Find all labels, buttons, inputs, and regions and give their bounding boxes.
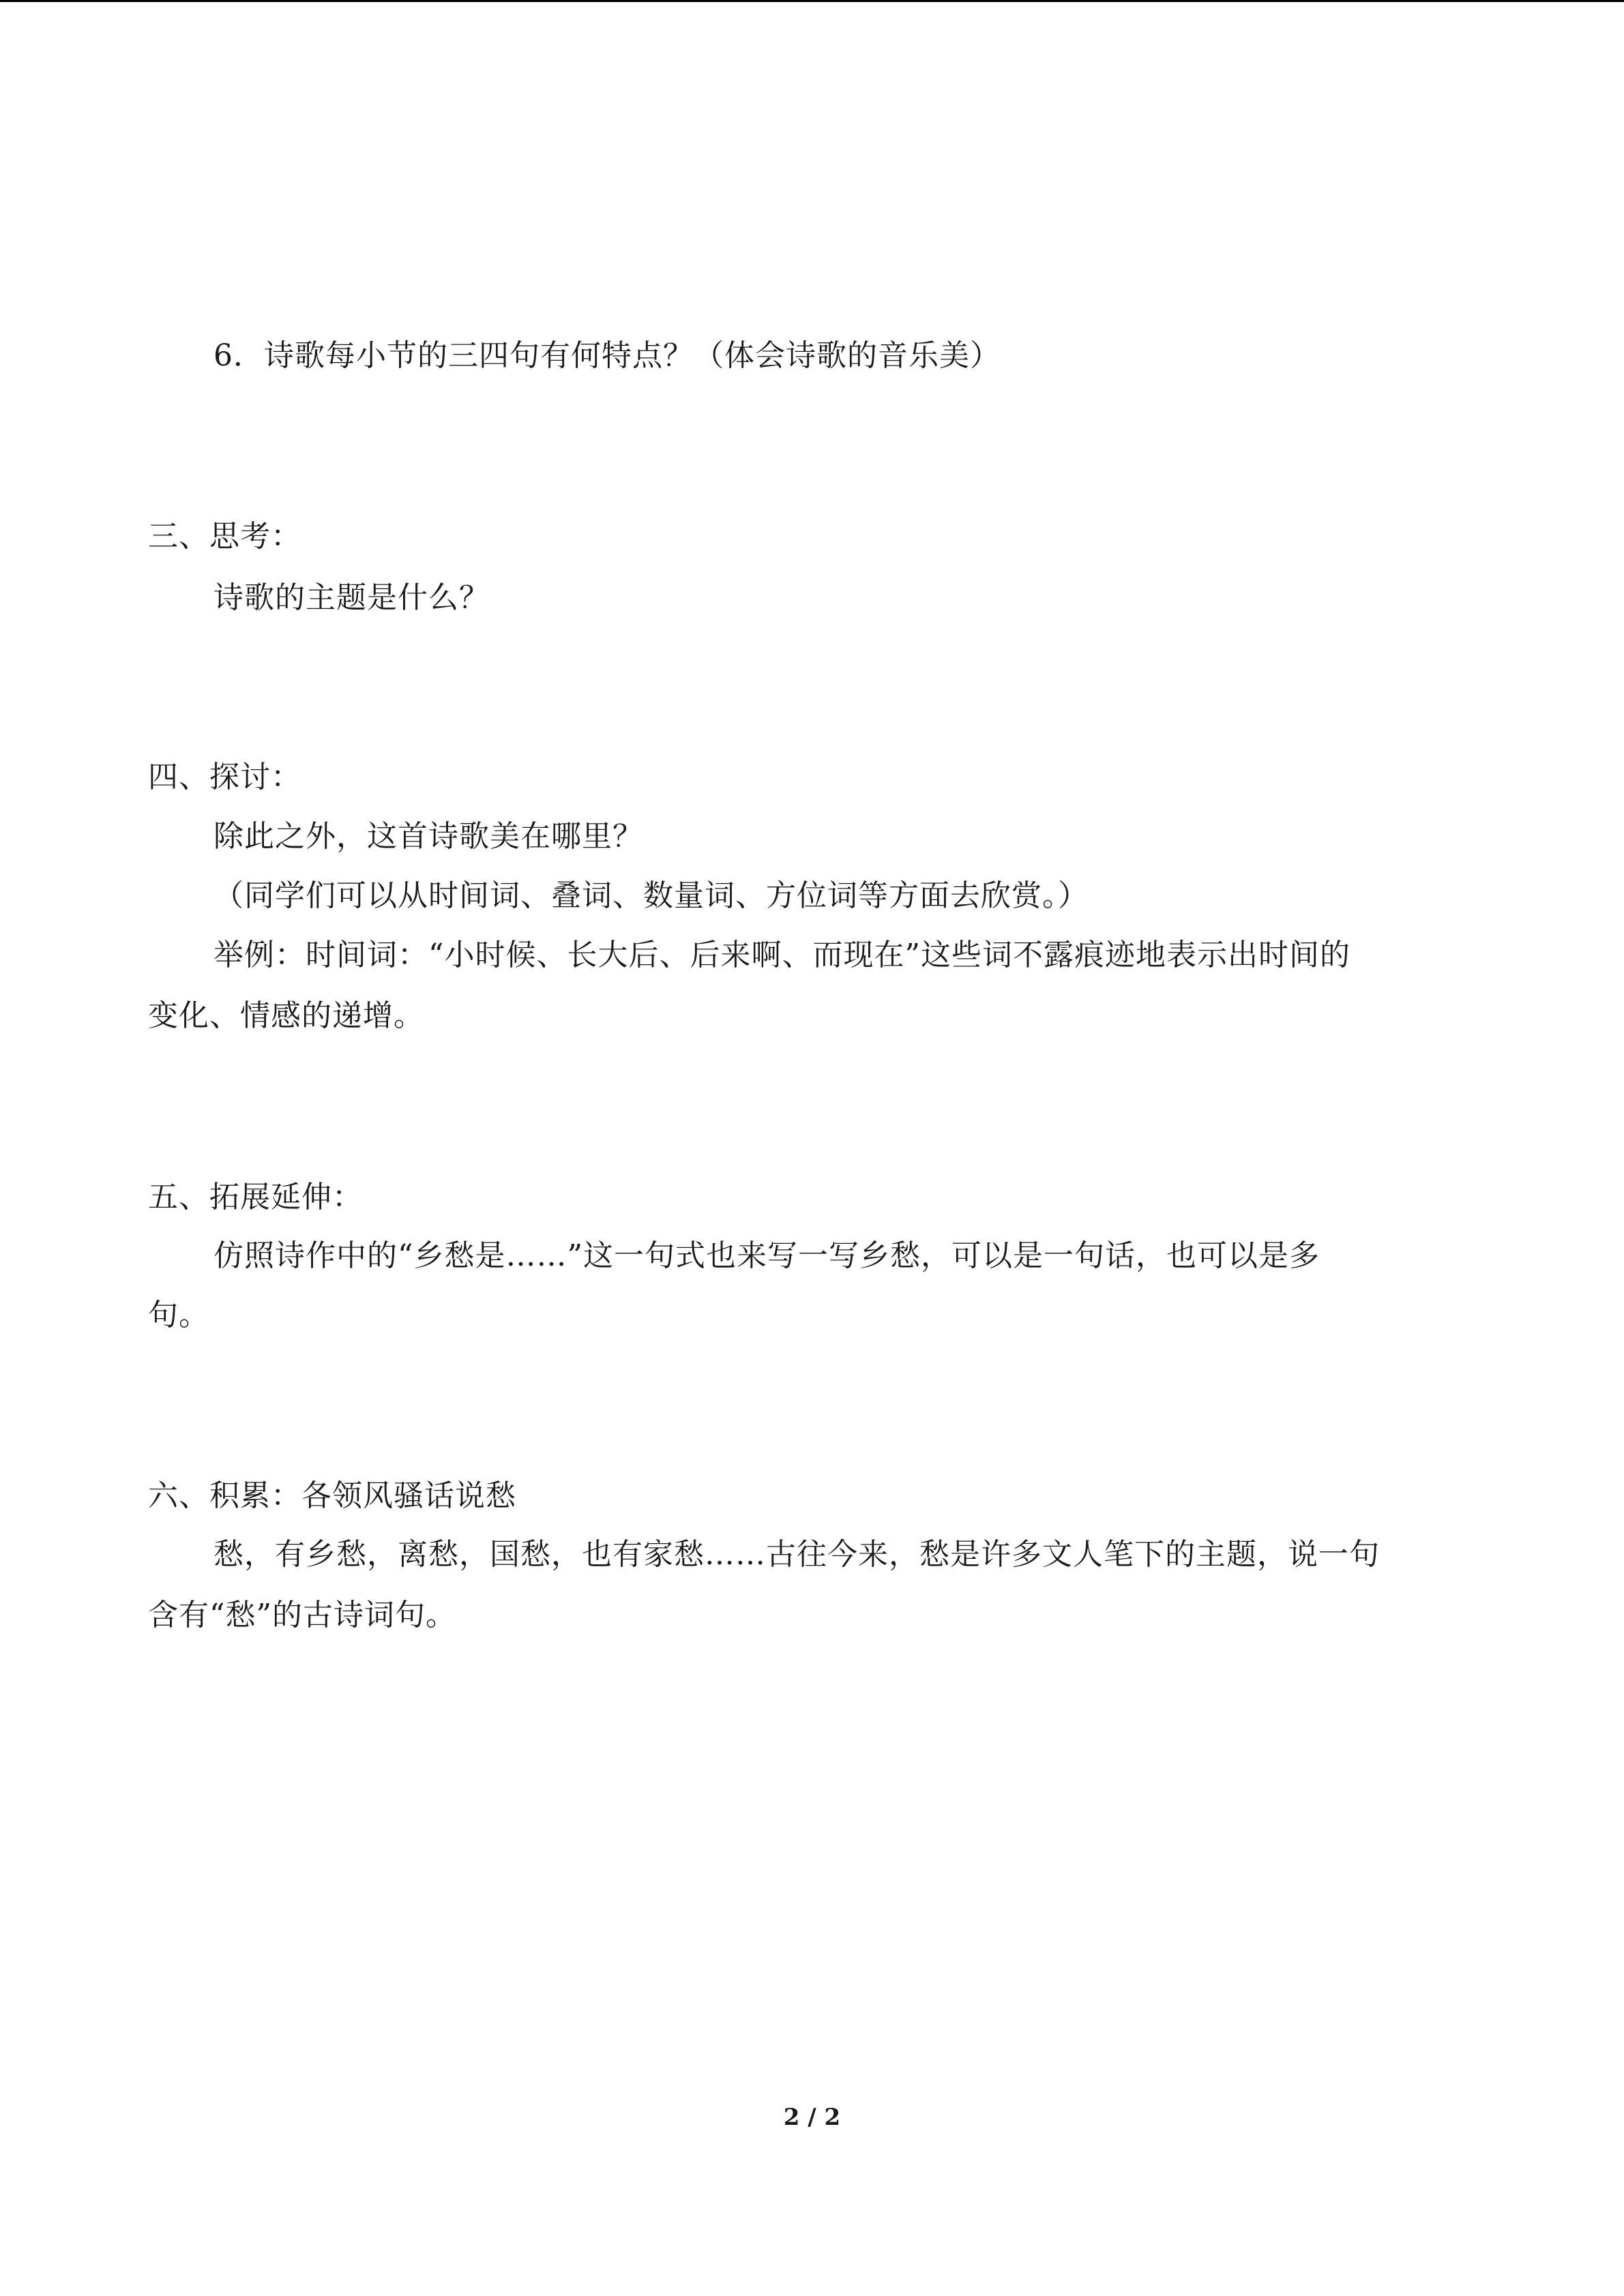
section-5-line-2: 句。 xyxy=(148,1298,209,1332)
section-4-line-4: 变化、情感的递增。 xyxy=(148,998,424,1033)
question-6: 6．诗歌每小节的三四句有何特点？（体会诗歌的音乐美） xyxy=(213,338,1001,373)
section-6-line-1: 愁，有乡愁，离愁，国愁，也有家愁……古往今来，愁是许多文人笔下的主题，说一句 xyxy=(213,1537,1380,1572)
section-3-line-1: 诗歌的主题是什么？ xyxy=(213,580,490,615)
section-4-heading: 四、探讨： xyxy=(148,760,301,794)
section-6-line-2: 含有“愁”的古诗词句。 xyxy=(148,1598,456,1632)
section-3-heading: 三、思考： xyxy=(148,519,301,554)
page-top-border xyxy=(0,0,1624,2)
section-4-line-1: 除此之外，这首诗歌美在哪里？ xyxy=(213,819,643,854)
section-5-heading: 五、拓展延伸： xyxy=(148,1180,363,1214)
section-6-heading: 六、积累：各领风骚话说愁 xyxy=(148,1478,516,1513)
page-number: 2 / 2 xyxy=(783,2104,841,2131)
section-5-line-1: 仿照诗作中的“乡愁是……”这一句式也来写一写乡愁，可以是一句话，也可以是多 xyxy=(213,1238,1320,1273)
section-4-line-2: （同学们可以从时间词、叠词、数量词、方位词等方面去欣赏。） xyxy=(213,878,1089,913)
section-4-line-3: 举例：时间词：“小时候、长大后、后来啊、而现在”这些词不露痕迹地表示出时间的 xyxy=(213,938,1350,972)
